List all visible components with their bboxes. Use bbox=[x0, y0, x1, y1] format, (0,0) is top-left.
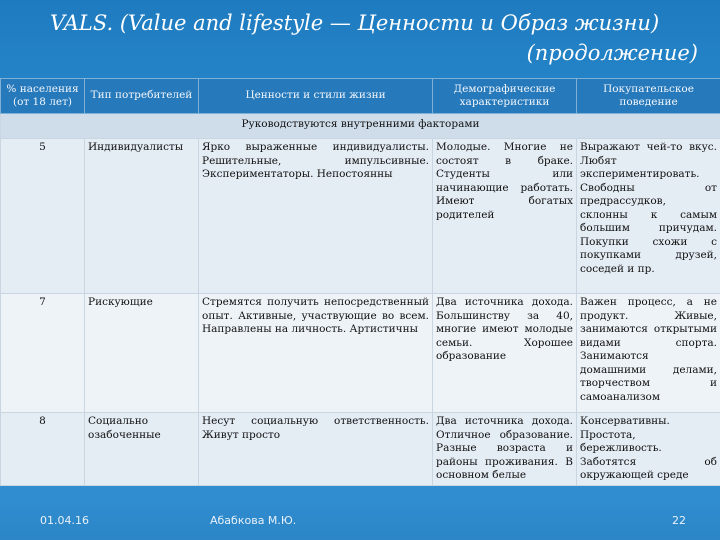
cell-type: Индивидуалисты bbox=[85, 139, 199, 294]
header-demographics: Демографические характеристики bbox=[433, 79, 577, 114]
cell-pct: 5 bbox=[1, 139, 85, 294]
table-header-row bbox=[1, 79, 720, 114]
cell-pct: 8 bbox=[1, 413, 85, 486]
footer-author: Абабкова М.Ю. bbox=[210, 514, 297, 527]
table-row bbox=[1, 139, 720, 294]
cell-pct: 7 bbox=[1, 294, 85, 413]
cell-type: Социально озабоченные bbox=[85, 413, 199, 486]
title-line-1: VALS. (Value and lifestyle — Ценности и Образ жизни) bbox=[50, 11, 660, 35]
cell-values: Ярко выраженные индивидуалисты. Решительные, импульсивные. Экспериментаторы. Непостоянны bbox=[199, 139, 433, 294]
cell-values: Несут социальную ответственность. Живут просто bbox=[199, 413, 433, 486]
footer-date: 01.04.16 bbox=[40, 514, 89, 527]
slide-title bbox=[0, 0, 720, 78]
cell-behavior: Консервативны. Простота, бережливость. Заботятся об окружающей среде bbox=[577, 413, 720, 486]
cell-behavior: Важен процесс, а не продукт. Живые, занимаются открытыми видами спорта. Занимаются домашними делами, творчеством и самоанализом bbox=[577, 294, 720, 413]
table-row bbox=[1, 413, 720, 486]
header-values: Ценности и стили жизни bbox=[199, 79, 433, 114]
table-row bbox=[1, 294, 720, 413]
section-row bbox=[1, 114, 720, 139]
header-behavior: Покупательское поведение bbox=[577, 79, 720, 114]
cell-demographics: Два источника дохода. Большинству за 40, многие имеют молодые семьи. Хорошее образование bbox=[433, 294, 577, 413]
vals-table bbox=[0, 78, 720, 486]
cell-demographics: Два источника дохода. Отличное образование. Разные возраста и районы проживания. В основном белые bbox=[433, 413, 577, 486]
section-label: Руководствуются внутренними факторами bbox=[1, 114, 720, 139]
cell-type: Рискующие bbox=[85, 294, 199, 413]
footer-page-number: 22 bbox=[672, 514, 686, 527]
cell-values: Стремятся получить непосредственный опыт. Активные, участвующие во всем. Направлены на личность. Артистичны bbox=[199, 294, 433, 413]
cell-demographics: Молодые. Многие не состоят в браке. Студенты или начинающие работать. Имеют богатых родителей bbox=[433, 139, 577, 294]
header-population: % населения (от 18 лет) bbox=[1, 79, 85, 114]
cell-behavior: Выражают чей-то вкус. Любят экспериментировать. Свободны от предрассудков, склонны к самым большим причудам. Покупки схожи с покупками друзей, соседей и пр. bbox=[577, 139, 720, 294]
header-consumer-type: Тип потребителей bbox=[85, 79, 199, 114]
title-line-2: (продолжение) bbox=[526, 41, 698, 65]
